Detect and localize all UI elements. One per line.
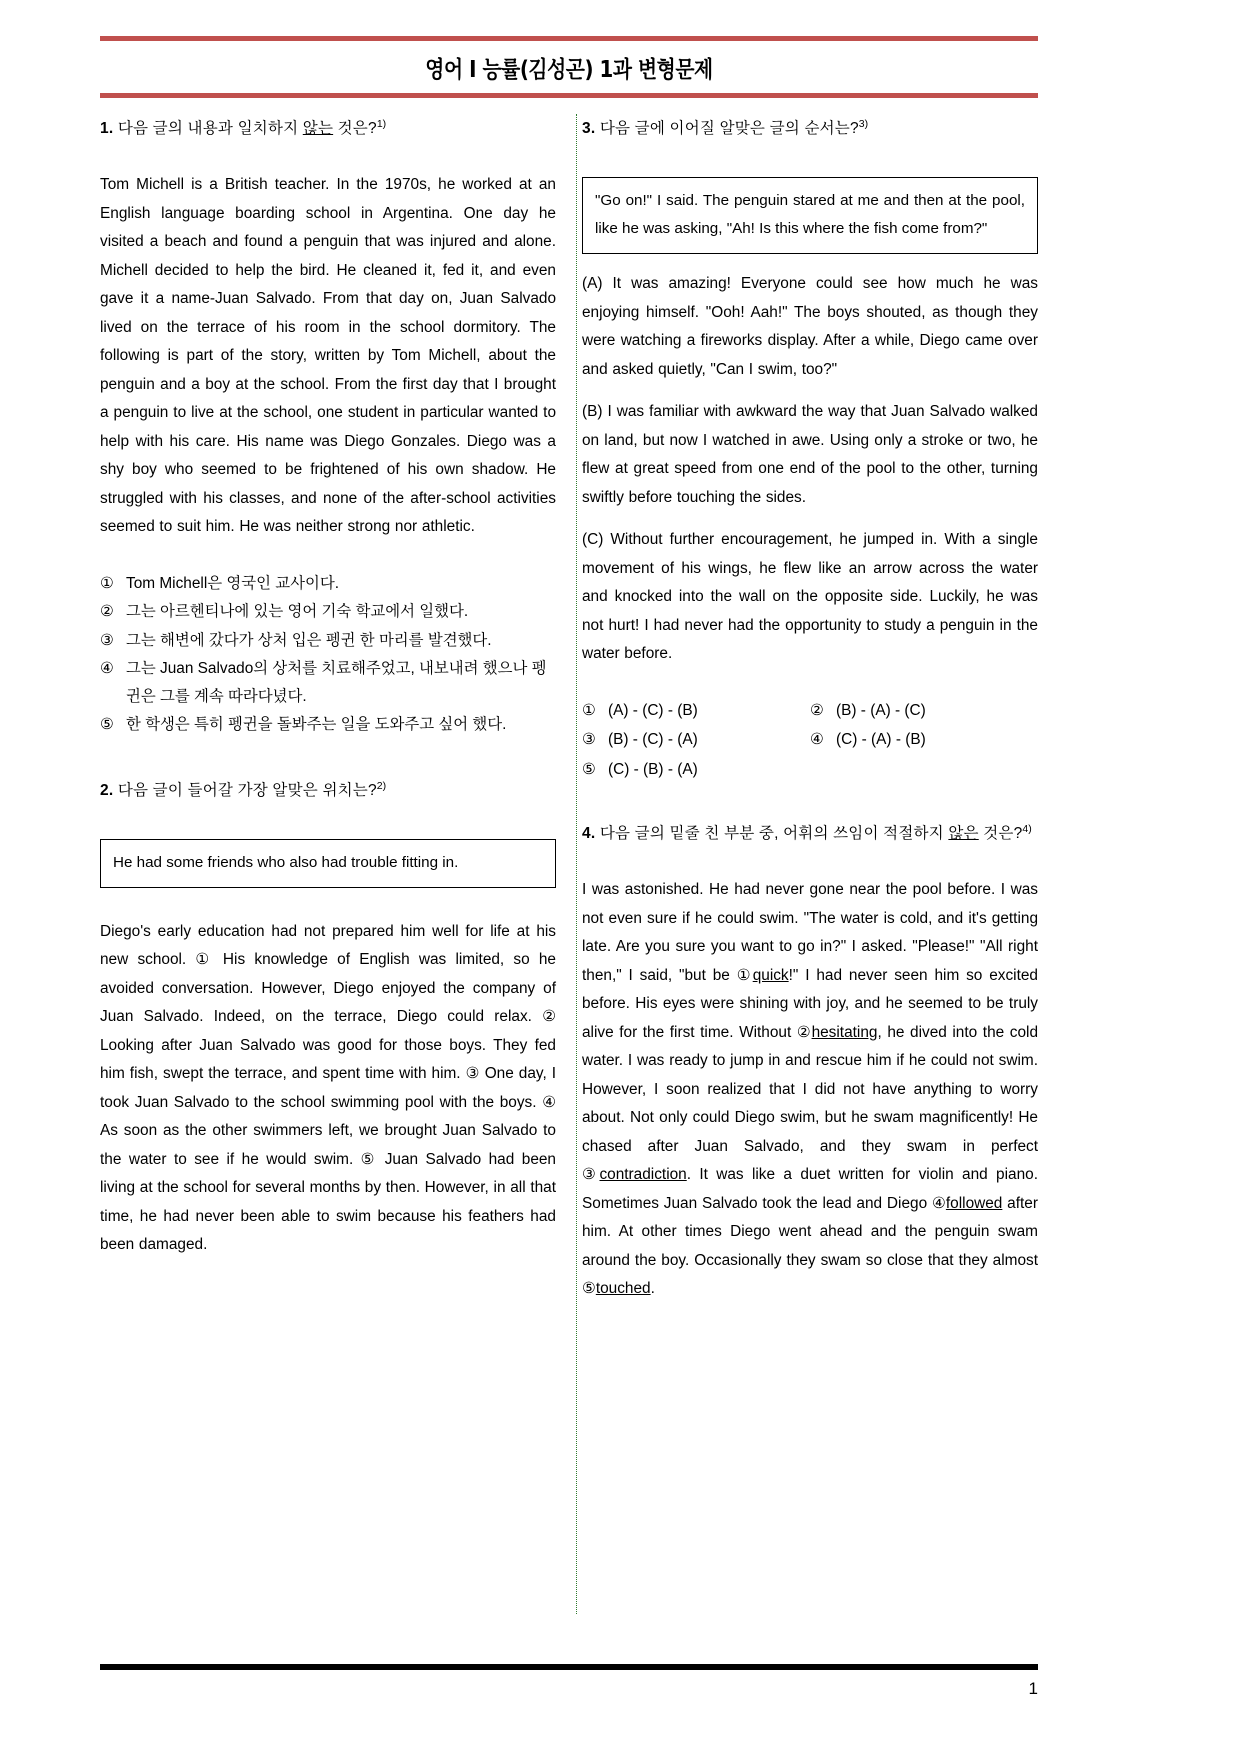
choice-spacer xyxy=(810,756,1038,784)
choice-marker: ⑤ xyxy=(582,760,596,778)
vocab-marker: ⑤ xyxy=(582,1280,596,1298)
question-2-boxed-text: He had some friends who also had trouble fitting in. xyxy=(100,839,556,888)
question-4-prompt-underline: 않은 xyxy=(948,825,979,843)
choice-item[interactable] xyxy=(100,627,556,655)
choice-marker: ① xyxy=(582,701,596,719)
question-4-footnote: 4) xyxy=(1022,823,1032,836)
choice-marker: ② xyxy=(810,701,824,719)
column-divider xyxy=(576,114,577,1614)
question-1-passage: Tom Michell is a British teacher. In the 1970s, he worked at an English language boarding school in Argentina. One day he visited a beach and found a penguin that was injured and alone. Michell decided to help the bird. He cleaned it, fed it, and even gave it a name-Juan Salvado. From that day on, Juan Salvado lived on the terrace of his room in the school dormitory. The following is part of the story, written by Tom Michell, about the penguin and a boy at the school. From the first day that I brought a penguin to live at the school, one student in particular wanted to help with his care. His name was Diego Gonzales. Diego was a shy boy who seemed to be frightened of his own shadow. He struggled with his classes, and none of the after-school activities seemed to suit him. He was neither strong nor athletic. xyxy=(100,176,556,536)
choice-marker: ④ xyxy=(810,731,824,749)
page-title: 영어 I 능률(김성곤) 1과 변형문제 xyxy=(425,57,713,83)
vocab-underlined-word[interactable]: contradiction xyxy=(599,1166,687,1184)
vocab-marker: ① xyxy=(736,966,753,984)
question-1-prompt-underline: 않는 xyxy=(302,120,334,138)
document-footer xyxy=(100,1664,1038,1699)
spacer xyxy=(582,683,1038,697)
page-number: 1 xyxy=(1028,1679,1038,1698)
vocab-underlined-word[interactable]: followed xyxy=(945,1194,1003,1212)
question-3-paragraph-a: (A) It was amazing! Everyone could see how much he was enjoying himself. "Ooh! Aah!" The boys shouted, as though they were watching a fireworks display. After a while, Diego came over and asked quietly, "Can I swim, too?" xyxy=(582,275,1038,378)
question-1-number: 1. xyxy=(100,120,114,138)
question-3-paragraph-c: (C) Without further encouragement, he jumped in. With a single movement of his wings, he flew like an arrow across the water and knocked into the wall on the opposite side. Luckily, he was not hurt! I had never had the opportunity to study a penguin in the water before. xyxy=(582,531,1038,663)
spacer xyxy=(100,145,556,171)
vocab-marker: ③ xyxy=(582,1166,600,1184)
question-3-footnote: 3) xyxy=(858,118,869,130)
question-3-number: 3. xyxy=(582,120,596,138)
spacer xyxy=(582,850,1038,876)
spacer xyxy=(100,904,556,918)
two-column-body xyxy=(100,112,1038,1622)
choice-label: (A) - (C) - (B) xyxy=(608,701,698,719)
choice-item[interactable] xyxy=(810,697,1038,725)
spacer xyxy=(100,740,556,774)
vocab-underlined-word[interactable]: quick xyxy=(752,966,789,984)
question-1-heading xyxy=(100,112,556,141)
vocab-marker: ② xyxy=(796,1023,812,1041)
question-4-number: 4. xyxy=(582,825,596,843)
question-1-prompt-before: 다음 글의 내용과 일치하지 xyxy=(113,120,303,138)
choice-item[interactable] xyxy=(100,570,556,598)
question-3-prompt: 다음 글에 이어질 알맞은 글의 순서는? xyxy=(595,120,859,138)
choice-item[interactable] xyxy=(582,697,810,725)
spacer xyxy=(100,556,556,570)
question-4-passage: I was astonished. He had never gone near the pool before. I was not even sure if he could swim. "The water is cold, and it's getting late. Are you sure you want to go in?" I asked. "Please!" "All right then," I said, "but be ①quick!" I had never seen him so excited before. His eyes were shining with joy, and he seemed to be truly alive for the first time. Without ②hesitating, he dived into the cold water. I was ready to jump in and rescue him if he could not swim. However, I soon realized that I did not have anything to worry about. Not only could Diego swim, but he swam magnificently! He chased after Juan Salvado, and they swam in perfect ③contradiction. It was like a duet written for violin and piano. Sometimes Juan Salvado took the lead and Diego ④followed after him. At other times Diego went ahead and the penguin swam around the boy. Occasionally they swam so close that they almost ⑤touched. xyxy=(582,881,1039,1298)
choice-label: Tom Michell은 영국인 교사이다. xyxy=(126,574,340,592)
question-4-heading xyxy=(582,817,1038,846)
document-header xyxy=(100,36,1038,98)
choice-label: 그는 해변에 갔다가 상처 입은 펭귄 한 마리를 발견했다. xyxy=(126,631,492,649)
choice-label: (C) - (B) - (A) xyxy=(608,760,698,778)
question-2-prompt: 다음 글이 들어갈 가장 알맞은 위치는? xyxy=(113,781,377,799)
header-rule-bottom xyxy=(100,93,1038,98)
question-1-prompt-after: 것은? xyxy=(333,120,377,138)
choice-marker: ③ xyxy=(100,631,114,649)
choice-label: 한 학생은 특히 펭귄을 돌봐주는 일을 도와주고 싶어 했다. xyxy=(126,716,507,734)
choice-label: (B) - (C) - (A) xyxy=(608,731,698,749)
question-1-footnote: 1) xyxy=(376,118,387,130)
question-2-number: 2. xyxy=(100,781,114,799)
question-3-choices xyxy=(582,697,1038,784)
left-column xyxy=(100,112,556,1260)
vocab-underlined-word[interactable]: touched xyxy=(595,1280,651,1298)
question-1-choices xyxy=(100,570,556,739)
choice-item[interactable] xyxy=(582,726,810,754)
choice-label: (B) - (A) - (C) xyxy=(836,701,926,719)
choice-marker: ⑤ xyxy=(100,716,114,734)
spacer xyxy=(100,807,556,833)
choice-label: (C) - (A) - (B) xyxy=(836,731,926,749)
question-2-footnote: 2) xyxy=(376,779,387,792)
vocab-underlined-word[interactable]: hesitating xyxy=(811,1023,878,1041)
question-4-prompt-after: 것은? xyxy=(978,825,1023,843)
choice-item[interactable] xyxy=(100,655,556,710)
spacer xyxy=(582,783,1038,817)
choice-item[interactable] xyxy=(100,598,556,626)
choice-marker: ① xyxy=(100,574,114,592)
question-3-boxed-text: "Go on!" I said. The penguin stared at me and then at the pool, like he was asking, "Ah! Is this where the fish come from?" xyxy=(582,177,1038,254)
choice-marker: ③ xyxy=(582,731,596,749)
choice-item[interactable] xyxy=(100,711,556,739)
question-3-heading xyxy=(582,112,1038,141)
question-4-prompt-before: 다음 글의 밑줄 친 부분 중, 어휘의 쓰임이 적절하지 xyxy=(595,825,949,843)
choice-label: 그는 아르헨티나에 있는 영어 기숙 학교에서 일했다. xyxy=(126,603,469,621)
question-2-passage: Diego's early education had not prepared him well for life at his new school. ① His knowledge of English was limited, so he avoided conversation. However, Diego enjoyed the company of Juan Salvado. Indeed, on the terrace, Diego could relax. ② Looking after Juan Salvado was good for those boys. They fed him fish, swept the terrace, and spent time with him. ③ One day, I took Juan Salvado to the school swimming pool with the boys. ④ As soon as the other swimmers left, we brought Juan Salvado to the water to see if he would swim. ⑤ Juan Salvado had been living at the school for several months by then. However, in all that time, he had never been able to swim because his feathers had been damaged. xyxy=(100,922,556,1254)
vocab-marker: ④ xyxy=(931,1194,946,1212)
choice-label: 그는 Juan Salvado의 상처를 치료해주었고, 내보내려 했으나 펭귄은 그를 계속 따라다녔다. xyxy=(126,660,547,705)
choice-marker: ② xyxy=(100,603,114,621)
spacer xyxy=(582,145,1038,171)
choice-item[interactable] xyxy=(810,726,1038,754)
choice-marker: ④ xyxy=(100,660,114,678)
question-3-paragraph-b: (B) I was familiar with awkward the way that Juan Salvado walked on land, but now I watched in awe. Using only a stroke or two, he flew at great speed from one end of the pool to the other, turning swiftly before touching the sides. xyxy=(582,403,1038,506)
choice-item[interactable] xyxy=(582,756,810,784)
right-column xyxy=(582,112,1038,1304)
question-2-heading xyxy=(100,774,556,803)
